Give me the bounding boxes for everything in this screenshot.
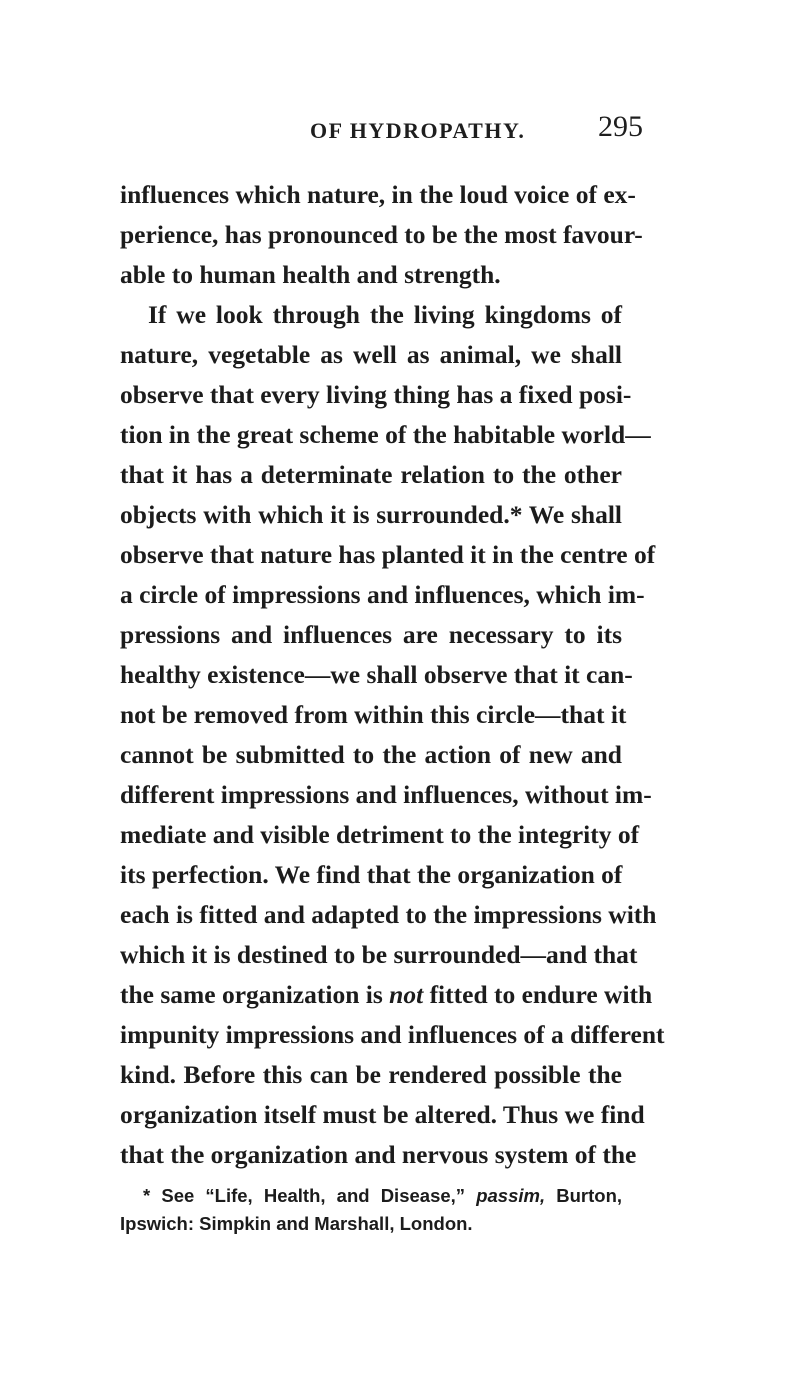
running-title: OF HYDROPATHY. — [310, 118, 526, 143]
text-line: impunity impressions and influences of a different — [120, 1020, 665, 1049]
text-line: tion in the great scheme of the habitable world— — [120, 420, 651, 449]
text-line: able to human health and strength. — [120, 260, 501, 289]
text-line: a circle of impressions and influences, which im- — [120, 580, 645, 609]
text-line: cannot be submitted to the action of new and — [120, 740, 622, 769]
footnote-text: Burton, — [556, 1185, 623, 1206]
text-line: which it is destined to be surrounded—and that — [120, 940, 638, 969]
text-line: perience, has pronounced to be the most favour- — [120, 220, 643, 249]
text-line: objects with which it is surrounded.* We shall — [120, 500, 622, 529]
text-line: healthy existence—we shall observe that it can- — [120, 660, 633, 689]
text-line: observe that nature has planted it in the centre of — [120, 540, 656, 569]
text-line: organization itself must be altered. Thus we find — [120, 1100, 645, 1129]
footnote-marker: * — [143, 1185, 151, 1206]
text-line: that the organization and nervous system of the — [120, 1140, 637, 1169]
text-line: each is fitted and adapted to the impressions with — [120, 900, 657, 929]
text-line: its perfection. We find that the organization of — [120, 860, 623, 889]
text-segment: the same organization is — [120, 980, 383, 1009]
paragraph-start-line: If we look through the living kingdoms of — [148, 300, 622, 329]
page-number: 295 — [598, 110, 643, 143]
footnote-text: See “Life, Health, and Disease,” — [161, 1185, 466, 1206]
text-line: that it has a determinate relation to the other — [120, 460, 622, 489]
text-line-with-emphasis — [120, 976, 653, 1014]
text-line: not be removed from within this circle—that it — [120, 700, 627, 729]
footnote-line — [143, 1182, 622, 1209]
emphasis-word: not — [389, 980, 424, 1009]
text-line: nature, vegetable as well as animal, we shall — [120, 340, 622, 369]
text-line: different impressions and influences, without im- — [120, 780, 652, 809]
text-line: kind. Before this can be rendered possible the — [120, 1060, 622, 1089]
footnote-line: Ipswich: Simpkin and Marshall, London. — [120, 1213, 473, 1234]
text-line: influences which nature, in the loud voice of ex- — [120, 180, 636, 209]
text-line: pressions and influences are necessary to its — [120, 620, 622, 649]
text-line: observe that every living thing has a fixed posi- — [120, 380, 632, 409]
text-line: mediate and visible detriment to the integrity of — [120, 820, 640, 849]
footnote-italic: passim, — [476, 1185, 546, 1206]
text-segment: fitted to endure with — [429, 980, 653, 1009]
